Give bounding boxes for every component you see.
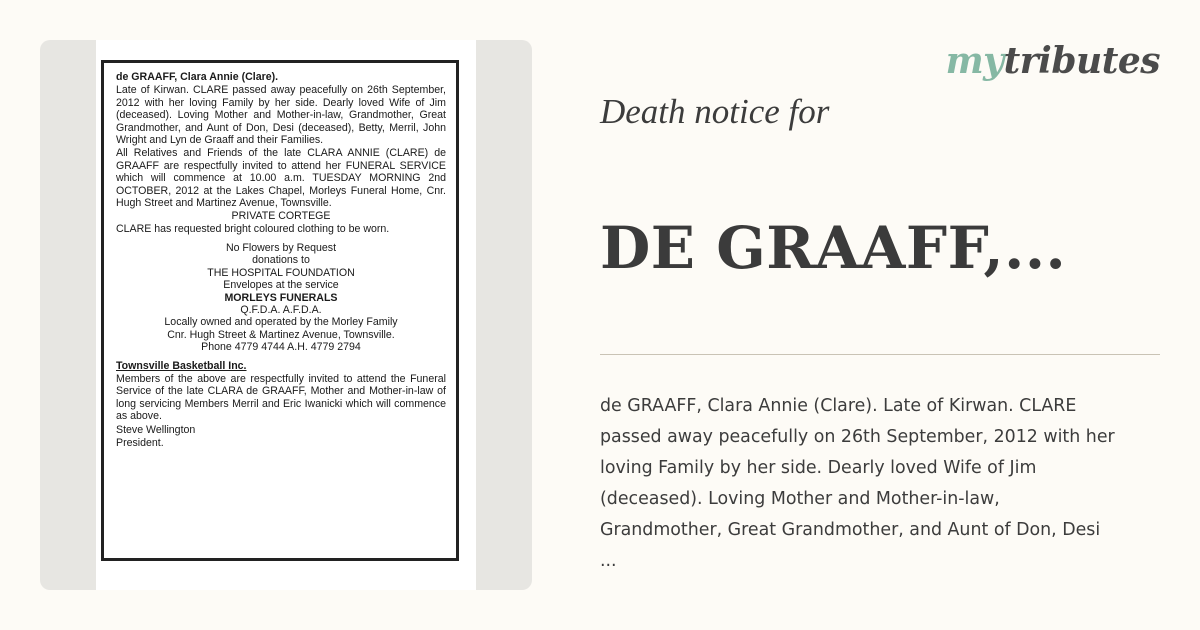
notice-excerpt: de GRAAFF, Clara Annie (Clare). Late of Kirwan. CLARE passed away peacefully on 26th September, 2012 with her loving Family by her side. Dearly loved Wife of Jim (deceased). Loving Mother and Mother-in-law, Grandmother, Great Grandmother, and Aunt of Don, Desi ... <box>600 396 1115 571</box>
page-subtitle: Death notice for <box>600 92 830 131</box>
notice-owned: Locally owned and operated by the Morley Family <box>164 316 398 329</box>
notice-cortege: PRIVATE CORTEGE <box>231 210 331 223</box>
notice-heading: de GRAAFF, Clara Annie (Clare). <box>116 71 279 83</box>
logo-prefix: my <box>945 40 1004 82</box>
notice-phone: Phone 4779 4744 A.H. 4779 2794 <box>201 341 361 354</box>
mytributes-logo[interactable] <box>946 40 1160 82</box>
divider <box>600 354 1160 355</box>
notice-signer: Steve Wellington <box>116 423 196 436</box>
notice-qfda: Q.F.D.A. A.F.D.A. <box>240 304 322 317</box>
notice-paper <box>96 40 476 590</box>
notice-paragraph-2: All Relatives and Friends of the late CLARA ANNIE (CLARE) de GRAAFF are respectfully invited to attend her FUNERAL SERVICE which will commence at 10.00 a.m. TUESDAY MORNING 2nd OCTOBER, 2012 at the Lakes Chapel, Morleys Funeral Home, Cnr. Hugh Street and Martinez Avenue, Townsville. <box>116 147 446 209</box>
notice-club: Townsville Basketball Inc. <box>116 359 247 372</box>
notice-funeral-home: MORLEYS FUNERALS <box>224 291 338 304</box>
notice-frame <box>101 60 459 561</box>
notice-paragraph-1: Late of Kirwan. CLARE passed away peacefully on 26th September, 2012 with her loving Family by her side. Dearly loved Wife of Jim (deceased). Loving Mother and Mother-in-law, Grandmother, Great Grandmother, and Aunt of Don, Desi (deceased), Betty, Merril, John Wright and Lyn de Graaff and their Families. <box>116 84 446 146</box>
notice-address: Cnr. Hugh Street & Martinez Avenue, Townsville. <box>167 328 395 341</box>
logo-suffix: tributes <box>1003 40 1160 82</box>
notice-donations: donations to <box>252 254 310 267</box>
notice-flowers: No Flowers by Request <box>225 242 337 255</box>
deceased-name-title: DE GRAAFF,... <box>600 214 1067 282</box>
death-notice-image[interactable] <box>40 40 532 590</box>
notice-paragraph-4: Members of the above are respectfully invited to attend the Funeral Service of the late CLARA de GRAAFF, Mother and Mother-in-law of long servicing Members Merril and Eric Iwanicki which will commence as above. <box>116 372 446 423</box>
notice-paragraph-3: CLARE has requested bright coloured clothing to be worn. <box>116 222 390 235</box>
notice-foundation: THE HOSPITAL FOUNDATION <box>207 266 355 279</box>
notice-envelopes: Envelopes at the service <box>223 279 339 292</box>
notice-signer-title: President. <box>116 436 164 449</box>
